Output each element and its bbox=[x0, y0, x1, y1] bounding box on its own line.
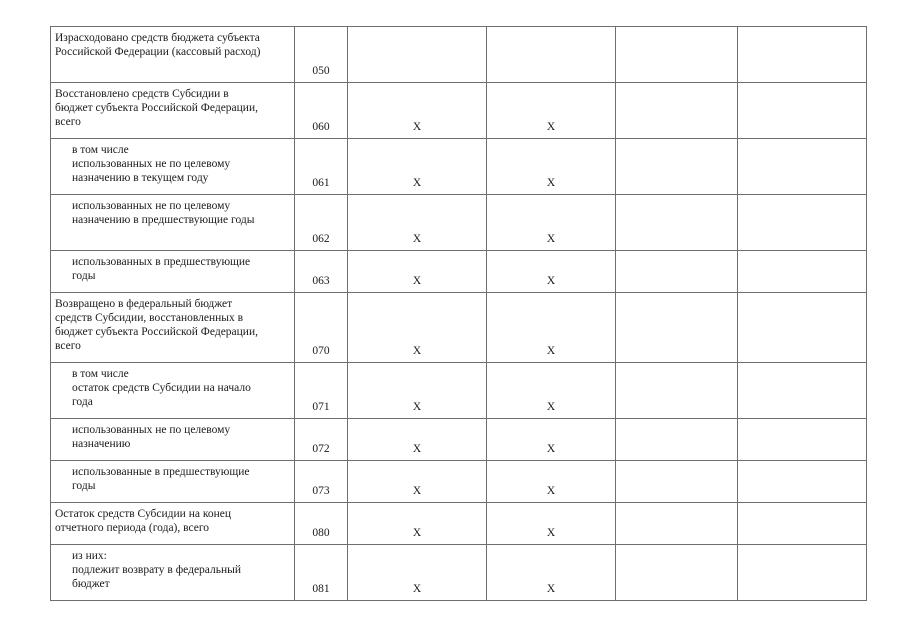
cell-col5[interactable] bbox=[616, 419, 738, 461]
cell-col3: X bbox=[348, 293, 487, 363]
cell-col4: X bbox=[487, 195, 616, 251]
row-code: 063 bbox=[295, 251, 348, 293]
cell-col3: X bbox=[348, 251, 487, 293]
row-label-line: Израсходовано средств бюджета субъекта bbox=[55, 32, 260, 44]
row-label-line: в том числе bbox=[72, 144, 129, 156]
table-row bbox=[51, 139, 867, 195]
cell-col3: X bbox=[348, 83, 487, 139]
row-label-line: использованных не по целевому bbox=[72, 158, 231, 170]
cell-col6[interactable] bbox=[738, 195, 867, 251]
row-label-line: назначению в предшествующие годы bbox=[72, 214, 255, 226]
cell-col5[interactable] bbox=[616, 461, 738, 503]
row-label-073 bbox=[51, 461, 295, 503]
row-code: 080 bbox=[295, 503, 348, 545]
row-label-line: отчетного периода (года), всего bbox=[55, 522, 210, 534]
row-label-061 bbox=[51, 139, 295, 195]
row-label-line: годы bbox=[72, 270, 96, 282]
table-row bbox=[51, 195, 867, 251]
row-label-line: Российской Федерации (кассовый расход) bbox=[55, 46, 261, 58]
cell-col3[interactable] bbox=[348, 27, 487, 83]
cell-col5[interactable] bbox=[616, 545, 738, 601]
row-label-081 bbox=[51, 545, 295, 601]
table-row bbox=[51, 363, 867, 419]
row-label-line: назначению bbox=[72, 438, 131, 450]
row-code: 071 bbox=[295, 363, 348, 419]
row-code: 073 bbox=[295, 461, 348, 503]
cell-col5[interactable] bbox=[616, 27, 738, 83]
cell-col6[interactable] bbox=[738, 83, 867, 139]
cell-col3: X bbox=[348, 139, 487, 195]
cell-col5[interactable] bbox=[616, 363, 738, 419]
cell-col3: X bbox=[348, 545, 487, 601]
row-label-080 bbox=[51, 503, 295, 545]
cell-col6[interactable] bbox=[738, 363, 867, 419]
row-label-line: Возвращено в федеральный бюджет bbox=[55, 298, 233, 310]
row-label-line: бюджет субъекта Российской Федерации, bbox=[55, 326, 258, 338]
cell-col3: X bbox=[348, 195, 487, 251]
cell-col4: X bbox=[487, 503, 616, 545]
row-label-072 bbox=[51, 419, 295, 461]
table-row bbox=[51, 461, 867, 503]
row-label-071 bbox=[51, 363, 295, 419]
row-label-line: подлежит возврату в федеральный bbox=[72, 564, 242, 576]
table-row bbox=[51, 27, 867, 83]
table-row bbox=[51, 503, 867, 545]
row-label-line: всего bbox=[55, 340, 81, 352]
row-code: 050 bbox=[295, 27, 348, 83]
cell-col3: X bbox=[348, 363, 487, 419]
row-label-line: Восстановлено средств Субсидии в bbox=[55, 88, 229, 100]
cell-col6[interactable] bbox=[738, 139, 867, 195]
cell-col4: X bbox=[487, 139, 616, 195]
cell-col6[interactable] bbox=[738, 419, 867, 461]
subsidy-report-table bbox=[50, 26, 867, 601]
table-row bbox=[51, 251, 867, 293]
row-label-060 bbox=[51, 83, 295, 139]
cell-col4: X bbox=[487, 545, 616, 601]
cell-col5[interactable] bbox=[616, 503, 738, 545]
row-code: 061 bbox=[295, 139, 348, 195]
row-label-line: в том числе bbox=[72, 368, 129, 380]
row-label-line: использованных не по целевому bbox=[72, 200, 231, 212]
row-label-line: средств Субсидии, восстановленных в bbox=[55, 312, 244, 324]
row-label-050 bbox=[51, 27, 295, 83]
cell-col5[interactable] bbox=[616, 251, 738, 293]
report-sheet bbox=[50, 26, 866, 601]
cell-col3: X bbox=[348, 503, 487, 545]
row-code: 062 bbox=[295, 195, 348, 251]
row-label-line: остаток средств Субсидии на начало bbox=[72, 382, 251, 394]
row-code: 070 bbox=[295, 293, 348, 363]
row-label-line: из них: bbox=[72, 550, 107, 562]
cell-col4: X bbox=[487, 251, 616, 293]
row-label-line: годы bbox=[72, 480, 96, 492]
cell-col4: X bbox=[487, 83, 616, 139]
row-label-line: бюджет субъекта Российской Федерации, bbox=[55, 102, 258, 114]
row-label-line: назначению в текущем году bbox=[72, 172, 209, 184]
cell-col6[interactable] bbox=[738, 27, 867, 83]
cell-col5[interactable] bbox=[616, 139, 738, 195]
cell-col4: X bbox=[487, 461, 616, 503]
cell-col4: X bbox=[487, 419, 616, 461]
row-label-062 bbox=[51, 195, 295, 251]
cell-col6[interactable] bbox=[738, 251, 867, 293]
table-row bbox=[51, 419, 867, 461]
row-label-070 bbox=[51, 293, 295, 363]
cell-col4[interactable] bbox=[487, 27, 616, 83]
cell-col6[interactable] bbox=[738, 545, 867, 601]
row-label-line: использованных в предшествующие bbox=[72, 256, 251, 268]
cell-col4: X bbox=[487, 363, 616, 419]
cell-col6[interactable] bbox=[738, 293, 867, 363]
cell-col3: X bbox=[348, 461, 487, 503]
cell-col6[interactable] bbox=[738, 461, 867, 503]
row-code: 072 bbox=[295, 419, 348, 461]
cell-col5[interactable] bbox=[616, 83, 738, 139]
row-label-063 bbox=[51, 251, 295, 293]
cell-col5[interactable] bbox=[616, 195, 738, 251]
cell-col5[interactable] bbox=[616, 293, 738, 363]
row-label-line: года bbox=[72, 396, 93, 408]
table-row bbox=[51, 83, 867, 139]
row-code: 081 bbox=[295, 545, 348, 601]
row-label-line: бюджет bbox=[72, 578, 110, 590]
row-label-line: использованные в предшествующие bbox=[72, 466, 250, 478]
cell-col6[interactable] bbox=[738, 503, 867, 545]
cell-col3: X bbox=[348, 419, 487, 461]
row-label-line: Остаток средств Субсидии на конец bbox=[55, 508, 231, 520]
table-row bbox=[51, 545, 867, 601]
cell-col4: X bbox=[487, 293, 616, 363]
table-row bbox=[51, 293, 867, 363]
row-label-line: всего bbox=[55, 116, 81, 128]
row-label-line: использованных не по целевому bbox=[72, 424, 231, 436]
row-code: 060 bbox=[295, 83, 348, 139]
